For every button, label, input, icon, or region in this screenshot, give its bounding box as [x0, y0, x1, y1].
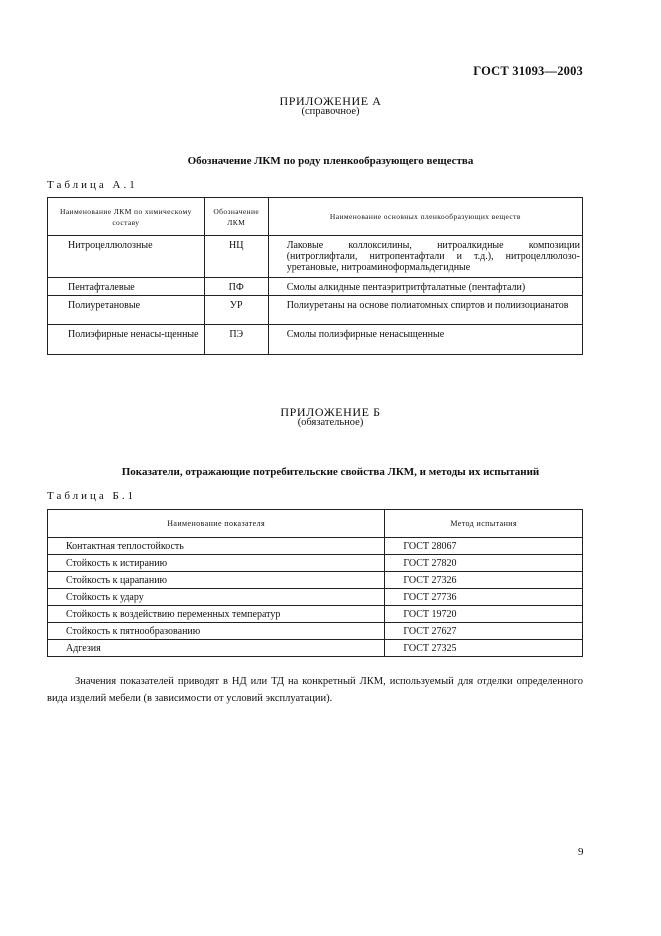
table-b1-cell-name: Стойкость к пятнообразованию	[48, 623, 385, 640]
table-b1-cell-method: ГОСТ 27736	[385, 589, 583, 606]
table-a1-cell-name: Полиуретановые	[48, 296, 205, 325]
table-a1-cell-code: НЦ	[204, 236, 268, 278]
appendix-b-title: ПРИЛОЖЕНИЕ Б	[280, 405, 381, 419]
table-b1-cell-method: ГОСТ 27325	[385, 640, 583, 657]
table-row	[48, 589, 583, 606]
table-a1-cell-name: Пентафталевые	[48, 278, 205, 296]
table-a1-cell-name: Нитроцеллюлозные	[48, 236, 205, 278]
table-b1-cell-method: ГОСТ 28067	[385, 538, 583, 555]
table-b1-cell-name: Стойкость к воздействию переменных температур	[48, 606, 385, 623]
table-b1-cell-name: Адгезия	[48, 640, 385, 657]
appendix-b-section-title: Показатели, отражающие потребительские свойства ЛКМ, и методы их испытаний	[121, 466, 540, 478]
table-a1-cell-substances: Смолы полиэфирные ненасыщенные	[268, 325, 582, 355]
table-a1-header	[48, 198, 583, 236]
table-b1-cell-name: Контактная теплостойкость	[48, 538, 385, 555]
table-a1-cell-substances: Смолы алкидные пентаэритритфталатные (пентафтали)	[268, 278, 582, 296]
table-b1-col-name: Наименование показателя	[48, 510, 385, 538]
table-b1-cell-name: Стойкость к удару	[48, 589, 385, 606]
table-a1-cell-code: ПФ	[204, 278, 268, 296]
table-a1	[47, 197, 583, 355]
table-b1-label: Таблица Б.1	[47, 490, 137, 502]
appendix-b-subtitle: (обязательное)	[297, 417, 364, 428]
table-row	[48, 325, 583, 355]
table-row	[48, 538, 583, 555]
table-a1-col-name: Наименование ЛКМ по химическому составу	[48, 198, 205, 236]
appendix-b-note: Значения показателей приводят в НД или ТД на конкретный ЛКМ, используемый для отделки определенного вида изделий мебели (в зависимости от условий эксплуатации).	[47, 676, 583, 704]
page-number: 9	[578, 846, 584, 858]
table-row	[48, 236, 583, 278]
table-row	[48, 555, 583, 572]
table-b1-cell-name: Стойкость к царапанию	[48, 572, 385, 589]
table-a1-cell-code: УР	[204, 296, 268, 325]
table-b1-cell-method: ГОСТ 27326	[385, 572, 583, 589]
appendix-a-section-title: Обозначение ЛКМ по роду пленкообразующего вещества	[187, 155, 474, 167]
table-a1-cell-name: Полиэфирные ненасы-щенные	[48, 325, 205, 355]
table-b1-cell-method: ГОСТ 27627	[385, 623, 583, 640]
table-a1-col-code: Обозначение ЛКМ	[204, 198, 268, 236]
table-b1-header	[48, 510, 583, 538]
appendix-a-subtitle: (справочное)	[301, 106, 360, 117]
table-b1-cell-method: ГОСТ 19720	[385, 606, 583, 623]
table-b1-cell-name: Стойкость к истиранию	[48, 555, 385, 572]
table-b1	[47, 509, 583, 657]
table-a1-cell-code: ПЭ	[204, 325, 268, 355]
table-a1-cell-substances: Полиуретаны на основе полиатомных спиртов и полиизоцианатов	[268, 296, 582, 325]
table-b1-cell-method: ГОСТ 27820	[385, 555, 583, 572]
appendix-a-title: ПРИЛОЖЕНИЕ А	[279, 94, 382, 108]
table-b1-col-method: Метод испытания	[385, 510, 583, 538]
table-row	[48, 296, 583, 325]
table-a1-label: Таблица А.1	[47, 179, 138, 191]
table-a1-col-substances: Наименование основных пленкообразующих веществ	[268, 198, 582, 236]
table-row	[48, 572, 583, 589]
table-row	[48, 640, 583, 657]
table-row	[48, 623, 583, 640]
document-code: ГОСТ 31093—2003	[473, 64, 583, 78]
table-row	[48, 278, 583, 296]
table-row	[48, 606, 583, 623]
table-a1-cell-substances: Лаковые коллоксилины, нитроалкидные композиции (нитроглифтали, нитропентафтали и т.д.), нитроцеллюлозо-уретановые, нитроаминоформальдегидные	[268, 236, 582, 278]
